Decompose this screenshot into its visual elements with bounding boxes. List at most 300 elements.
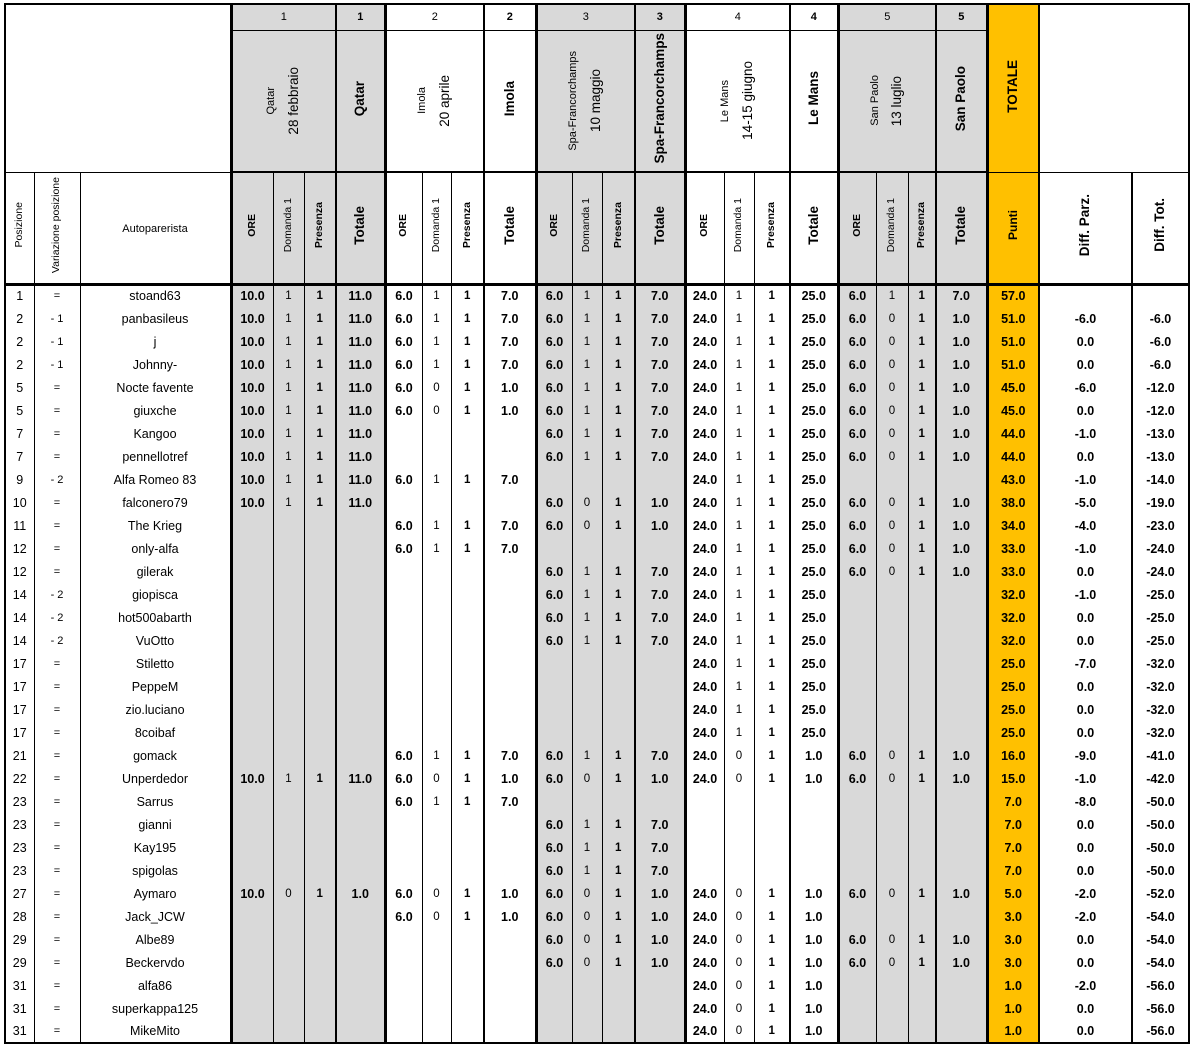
presenza-cell: 1	[754, 1020, 790, 1043]
ore-cell	[385, 928, 422, 951]
ore-header	[838, 172, 876, 284]
diff-tot-cell: -32.0	[1132, 698, 1189, 721]
presenza-cell	[304, 836, 336, 859]
diff-tot-cell: -42.0	[1132, 767, 1189, 790]
totale-cell	[336, 698, 385, 721]
presenza-cell: 1	[754, 974, 790, 997]
presenza-cell: 1	[451, 537, 484, 560]
presenza-cell: 1	[304, 353, 336, 376]
totale-cell: 25.0	[790, 330, 838, 353]
rotated-label: Qatar	[265, 86, 278, 115]
domanda-cell	[273, 1020, 304, 1043]
ore-cell	[838, 1020, 876, 1043]
totale-cell: 1.0	[936, 951, 987, 974]
variation-cell: =	[34, 951, 80, 974]
domanda-cell	[273, 836, 304, 859]
ore-cell: 6.0	[536, 399, 572, 422]
presenza-cell: 1	[602, 376, 635, 399]
ore-cell: 6.0	[385, 537, 422, 560]
ore-cell	[231, 537, 273, 560]
totale-cell	[635, 997, 685, 1020]
domanda-cell	[422, 1020, 451, 1043]
presenza-cell	[451, 721, 484, 744]
ore-cell: 6.0	[536, 330, 572, 353]
totale-cell: 11.0	[336, 284, 385, 307]
domanda-cell: 1	[724, 698, 754, 721]
ore-cell: 24.0	[685, 307, 724, 330]
presenza-cell: 1	[754, 583, 790, 606]
diff-parz-cell: -1.0	[1039, 583, 1132, 606]
diff-parz-cell: 0.0	[1039, 629, 1132, 652]
ore-cell	[685, 813, 724, 836]
presenza-cell: 1	[908, 744, 936, 767]
ore-cell	[231, 997, 273, 1020]
domanda-cell	[273, 997, 304, 1020]
race-header	[685, 30, 790, 172]
totale-cell: 1.0	[635, 882, 685, 905]
totale-cell: 1.0	[790, 744, 838, 767]
rotated-label: Totale	[501, 205, 517, 245]
domanda-cell	[273, 813, 304, 836]
driver-name-cell: zio.luciano	[80, 698, 231, 721]
presenza-cell	[451, 859, 484, 882]
ore-cell: 24.0	[685, 767, 724, 790]
presenza-cell	[602, 698, 635, 721]
punti-cell: 1.0	[987, 997, 1039, 1020]
ore-cell: 6.0	[385, 744, 422, 767]
domanda-cell: 0	[724, 997, 754, 1020]
ore-cell: 6.0	[838, 882, 876, 905]
ore-cell	[231, 698, 273, 721]
table-row	[5, 836, 1189, 859]
table-row	[5, 399, 1189, 422]
ore-cell: 10.0	[231, 330, 273, 353]
diff-tot-cell: -50.0	[1132, 836, 1189, 859]
driver-name-cell: Aymaro	[80, 882, 231, 905]
domanda-cell: 1	[572, 859, 602, 882]
position-cell: 11	[5, 514, 34, 537]
ore-cell: 10.0	[231, 468, 273, 491]
totale-cell: 1.0	[936, 330, 987, 353]
diff-parz-cell: 0.0	[1039, 1020, 1132, 1043]
table-header	[5, 4, 1189, 284]
totale-cell	[936, 836, 987, 859]
presenza-cell: 1	[754, 997, 790, 1020]
punti-cell: 32.0	[987, 583, 1039, 606]
ore-cell	[536, 997, 572, 1020]
race-total-number: 5	[936, 4, 987, 30]
domanda-cell	[273, 606, 304, 629]
domanda-cell: 0	[876, 560, 908, 583]
table-row	[5, 698, 1189, 721]
totale-cell: 25.0	[790, 353, 838, 376]
totale-cell	[635, 721, 685, 744]
ore-cell	[838, 606, 876, 629]
totale-cell: 1.0	[936, 928, 987, 951]
presenza-cell	[451, 928, 484, 951]
rotated-label: ORE	[698, 213, 711, 237]
domanda-cell	[876, 1020, 908, 1043]
totale-cell	[936, 675, 987, 698]
rotated-label: 10 maggio	[587, 69, 603, 133]
presenza-cell	[451, 951, 484, 974]
rotated-label: Domanda 1	[885, 198, 898, 253]
totale-cell: 7.0	[635, 307, 685, 330]
presenza-cell: 1	[451, 905, 484, 928]
presenza-cell	[908, 813, 936, 836]
ore-cell: 6.0	[385, 307, 422, 330]
variation-cell: =	[34, 744, 80, 767]
ore-cell: 6.0	[536, 813, 572, 836]
ore-cell	[231, 606, 273, 629]
totale-cell: 1.0	[936, 744, 987, 767]
ore-cell: 24.0	[685, 951, 724, 974]
presenza-cell	[304, 905, 336, 928]
domanda-cell: 1	[572, 836, 602, 859]
totale-cell: 7.0	[635, 399, 685, 422]
presenza-cell	[451, 836, 484, 859]
ore-cell: 6.0	[838, 330, 876, 353]
diff-tot-header	[1132, 172, 1189, 284]
punti-header	[987, 172, 1039, 284]
presenza-cell	[908, 997, 936, 1020]
table-row	[5, 560, 1189, 583]
presenza-cell: 1	[602, 445, 635, 468]
totale-cell	[336, 629, 385, 652]
punti-cell: 33.0	[987, 537, 1039, 560]
ore-cell	[536, 468, 572, 491]
ore-cell	[838, 652, 876, 675]
ore-cell: 6.0	[536, 836, 572, 859]
variation-cell: =	[34, 284, 80, 307]
position-cell: 17	[5, 698, 34, 721]
ore-cell	[838, 859, 876, 882]
domanda-cell	[273, 859, 304, 882]
table-row	[5, 859, 1189, 882]
driver-name-cell: gomack	[80, 744, 231, 767]
presenza-cell	[754, 859, 790, 882]
rotated-label: 14-15 giugno	[739, 61, 755, 141]
domanda-cell	[273, 974, 304, 997]
variation-cell: =	[34, 974, 80, 997]
ore-cell	[838, 790, 876, 813]
ore-cell: 24.0	[685, 629, 724, 652]
totale-subheader	[790, 172, 838, 284]
rotated-label: Presenza	[611, 202, 624, 249]
presenza-header	[908, 172, 936, 284]
domanda-cell: 0	[876, 537, 908, 560]
domanda-cell: 1	[724, 537, 754, 560]
ore-cell	[385, 1020, 422, 1043]
table-row	[5, 882, 1189, 905]
column-header-row	[5, 172, 1189, 284]
totale-cell	[336, 583, 385, 606]
punti-cell: 51.0	[987, 353, 1039, 376]
domanda-cell: 0	[572, 882, 602, 905]
race-number: 1	[231, 4, 336, 30]
ore-cell	[838, 468, 876, 491]
ore-cell: 24.0	[685, 560, 724, 583]
domanda-cell	[572, 1020, 602, 1043]
race-total-header	[484, 30, 536, 172]
position-cell: 21	[5, 744, 34, 767]
domanda-cell: 1	[724, 675, 754, 698]
domanda-cell	[422, 491, 451, 514]
presenza-cell: 1	[754, 951, 790, 974]
diff-parz-cell: -1.0	[1039, 767, 1132, 790]
domanda-cell: 1	[572, 560, 602, 583]
punti-cell: 57.0	[987, 284, 1039, 307]
presenza-cell	[908, 905, 936, 928]
variation-cell: =	[34, 560, 80, 583]
domanda-cell: 1	[572, 376, 602, 399]
totale-cell	[936, 905, 987, 928]
presenza-cell: 1	[602, 422, 635, 445]
presenza-cell	[304, 744, 336, 767]
totale-cell: 7.0	[484, 537, 536, 560]
totale-cell: 25.0	[790, 698, 838, 721]
ore-cell: 6.0	[536, 307, 572, 330]
totale-cell	[336, 974, 385, 997]
ore-cell: 6.0	[536, 951, 572, 974]
totale-cell	[484, 997, 536, 1020]
domanda-cell: 0	[724, 928, 754, 951]
variation-cell: =	[34, 767, 80, 790]
presenza-cell	[908, 629, 936, 652]
domanda-cell: 0	[876, 376, 908, 399]
totale-cell	[936, 859, 987, 882]
domanda-cell	[876, 583, 908, 606]
totale-subheader	[936, 172, 987, 284]
totale-cell: 11.0	[336, 376, 385, 399]
driver-name-cell: Unperdedor	[80, 767, 231, 790]
totale-cell	[484, 859, 536, 882]
domanda-cell	[273, 951, 304, 974]
corner-cell	[5, 4, 231, 172]
rotated-label: ORE	[850, 213, 863, 237]
diff-header-blank	[1039, 4, 1189, 172]
presenza-cell: 1	[602, 353, 635, 376]
ore-cell: 6.0	[838, 560, 876, 583]
presenza-cell: 1	[754, 882, 790, 905]
variazione-label: Variazione posizione	[50, 176, 63, 274]
ore-cell: 24.0	[685, 652, 724, 675]
ore-cell	[838, 813, 876, 836]
totale-cell	[484, 951, 536, 974]
totale-cell	[484, 491, 536, 514]
totale-cell: 7.0	[635, 445, 685, 468]
domanda-cell: 0	[876, 491, 908, 514]
presenza-cell	[754, 836, 790, 859]
domanda-cell	[572, 675, 602, 698]
domanda-cell: 0	[572, 767, 602, 790]
ore-cell	[536, 675, 572, 698]
table-row	[5, 767, 1189, 790]
domanda-cell: 1	[422, 537, 451, 560]
position-cell: 28	[5, 905, 34, 928]
punti-cell: 16.0	[987, 744, 1039, 767]
presenza-cell	[754, 813, 790, 836]
presenza-cell: 1	[304, 445, 336, 468]
ore-cell: 6.0	[838, 744, 876, 767]
presenza-cell	[908, 1020, 936, 1043]
rotated-label: Spa-Francorchamps	[651, 32, 667, 164]
domanda-cell: 1	[572, 629, 602, 652]
domanda-cell	[876, 698, 908, 721]
totale-cell	[936, 629, 987, 652]
domanda-cell	[572, 652, 602, 675]
variation-cell: - 1	[34, 307, 80, 330]
presenza-cell	[908, 859, 936, 882]
domanda-cell: 0	[876, 307, 908, 330]
presenza-cell: 1	[754, 652, 790, 675]
domanda-cell	[422, 721, 451, 744]
presenza-cell: 1	[754, 445, 790, 468]
domanda-cell: 1	[572, 353, 602, 376]
race-header-box	[387, 75, 484, 127]
ore-cell: 24.0	[685, 376, 724, 399]
driver-name-cell: 8coibaf	[80, 721, 231, 744]
domanda-cell: 1	[422, 353, 451, 376]
ore-cell: 6.0	[536, 284, 572, 307]
ore-cell: 10.0	[231, 491, 273, 514]
totale-cell	[936, 813, 987, 836]
punti-cell: 51.0	[987, 307, 1039, 330]
presenza-cell: 1	[908, 376, 936, 399]
variation-cell: =	[34, 652, 80, 675]
domanda-cell	[876, 790, 908, 813]
presenza-cell: 1	[754, 606, 790, 629]
domanda-cell: 0	[422, 376, 451, 399]
diff-parz-cell: -6.0	[1039, 376, 1132, 399]
ore-cell: 24.0	[685, 997, 724, 1020]
race-total-number: 2	[484, 4, 536, 30]
rotated-label: Domanda 1	[281, 198, 294, 253]
ore-cell: 24.0	[685, 974, 724, 997]
ore-cell	[838, 698, 876, 721]
presenza-cell: 1	[451, 882, 484, 905]
table-row	[5, 353, 1189, 376]
presenza-header	[304, 172, 336, 284]
totale-cell	[336, 997, 385, 1020]
totale-cell: 25.0	[790, 445, 838, 468]
totale-cell: 25.0	[790, 399, 838, 422]
ore-cell	[385, 629, 422, 652]
driver-name-cell: falconero79	[80, 491, 231, 514]
variation-cell: =	[34, 928, 80, 951]
variation-cell: =	[34, 514, 80, 537]
totale-cell	[484, 721, 536, 744]
ore-header	[231, 172, 273, 284]
diff-parz-cell: 0.0	[1039, 859, 1132, 882]
presenza-cell: 1	[451, 767, 484, 790]
variation-cell: =	[34, 698, 80, 721]
diff-tot-cell: -25.0	[1132, 629, 1189, 652]
table-row	[5, 468, 1189, 491]
domanda-cell: 0	[724, 951, 754, 974]
presenza-cell	[602, 537, 635, 560]
domanda-cell	[273, 928, 304, 951]
ore-cell: 6.0	[536, 629, 572, 652]
diff-parz-cell: -1.0	[1039, 422, 1132, 445]
diff-parz-cell: 0.0	[1039, 330, 1132, 353]
domanda-cell: 1	[422, 284, 451, 307]
diff-tot-cell: -32.0	[1132, 652, 1189, 675]
punti-cell: 25.0	[987, 652, 1039, 675]
presenza-cell: 1	[754, 307, 790, 330]
race-number: 3	[536, 4, 635, 30]
ore-cell: 24.0	[685, 698, 724, 721]
position-cell: 23	[5, 859, 34, 882]
totale-cell	[336, 514, 385, 537]
ore-cell: 6.0	[838, 537, 876, 560]
totale-cell: 25.0	[790, 537, 838, 560]
domanda-cell: 0	[422, 882, 451, 905]
variation-cell: =	[34, 721, 80, 744]
position-cell: 29	[5, 951, 34, 974]
position-cell: 2	[5, 353, 34, 376]
ore-cell	[536, 721, 572, 744]
ore-cell	[231, 721, 273, 744]
diff-parz-cell: -9.0	[1039, 744, 1132, 767]
ore-cell	[838, 675, 876, 698]
rotated-label: Le Mans	[805, 71, 821, 126]
domanda-cell: 1	[724, 514, 754, 537]
ore-cell: 10.0	[231, 284, 273, 307]
table-row	[5, 284, 1189, 307]
totale-cell: 11.0	[336, 422, 385, 445]
presenza-cell: 1	[602, 905, 635, 928]
totale-cell: 25.0	[790, 491, 838, 514]
presenza-cell: 1	[451, 353, 484, 376]
variazione-header	[34, 172, 80, 284]
totale-cell	[484, 606, 536, 629]
driver-name-cell: Beckervdo	[80, 951, 231, 974]
domanda-cell	[422, 675, 451, 698]
presenza-cell	[304, 997, 336, 1020]
totale-cell	[484, 560, 536, 583]
presenza-cell	[304, 790, 336, 813]
totale-cell: 11.0	[336, 399, 385, 422]
diff-parz-header	[1039, 172, 1132, 284]
diff-tot-cell: -13.0	[1132, 445, 1189, 468]
totale-cell	[484, 675, 536, 698]
punti-cell: 1.0	[987, 1020, 1039, 1043]
domanda-cell: 1	[724, 445, 754, 468]
totale-cell	[484, 629, 536, 652]
ore-cell: 6.0	[536, 767, 572, 790]
position-cell: 12	[5, 560, 34, 583]
variation-cell: - 2	[34, 606, 80, 629]
presenza-cell	[908, 721, 936, 744]
totale-cell: 1.0	[635, 514, 685, 537]
domanda-cell: 0	[876, 928, 908, 951]
domanda-cell	[422, 928, 451, 951]
ore-cell: 6.0	[536, 859, 572, 882]
presenza-cell	[304, 606, 336, 629]
presenza-cell	[602, 468, 635, 491]
domanda-cell	[422, 422, 451, 445]
ore-cell: 10.0	[231, 353, 273, 376]
ore-cell	[385, 606, 422, 629]
domanda-cell: 1	[724, 491, 754, 514]
diff-parz-cell: -6.0	[1039, 307, 1132, 330]
totale-cell: 7.0	[635, 744, 685, 767]
presenza-cell: 1	[754, 284, 790, 307]
presenza-cell: 1	[451, 468, 484, 491]
diff-tot-cell: -50.0	[1132, 813, 1189, 836]
presenza-cell: 1	[908, 307, 936, 330]
